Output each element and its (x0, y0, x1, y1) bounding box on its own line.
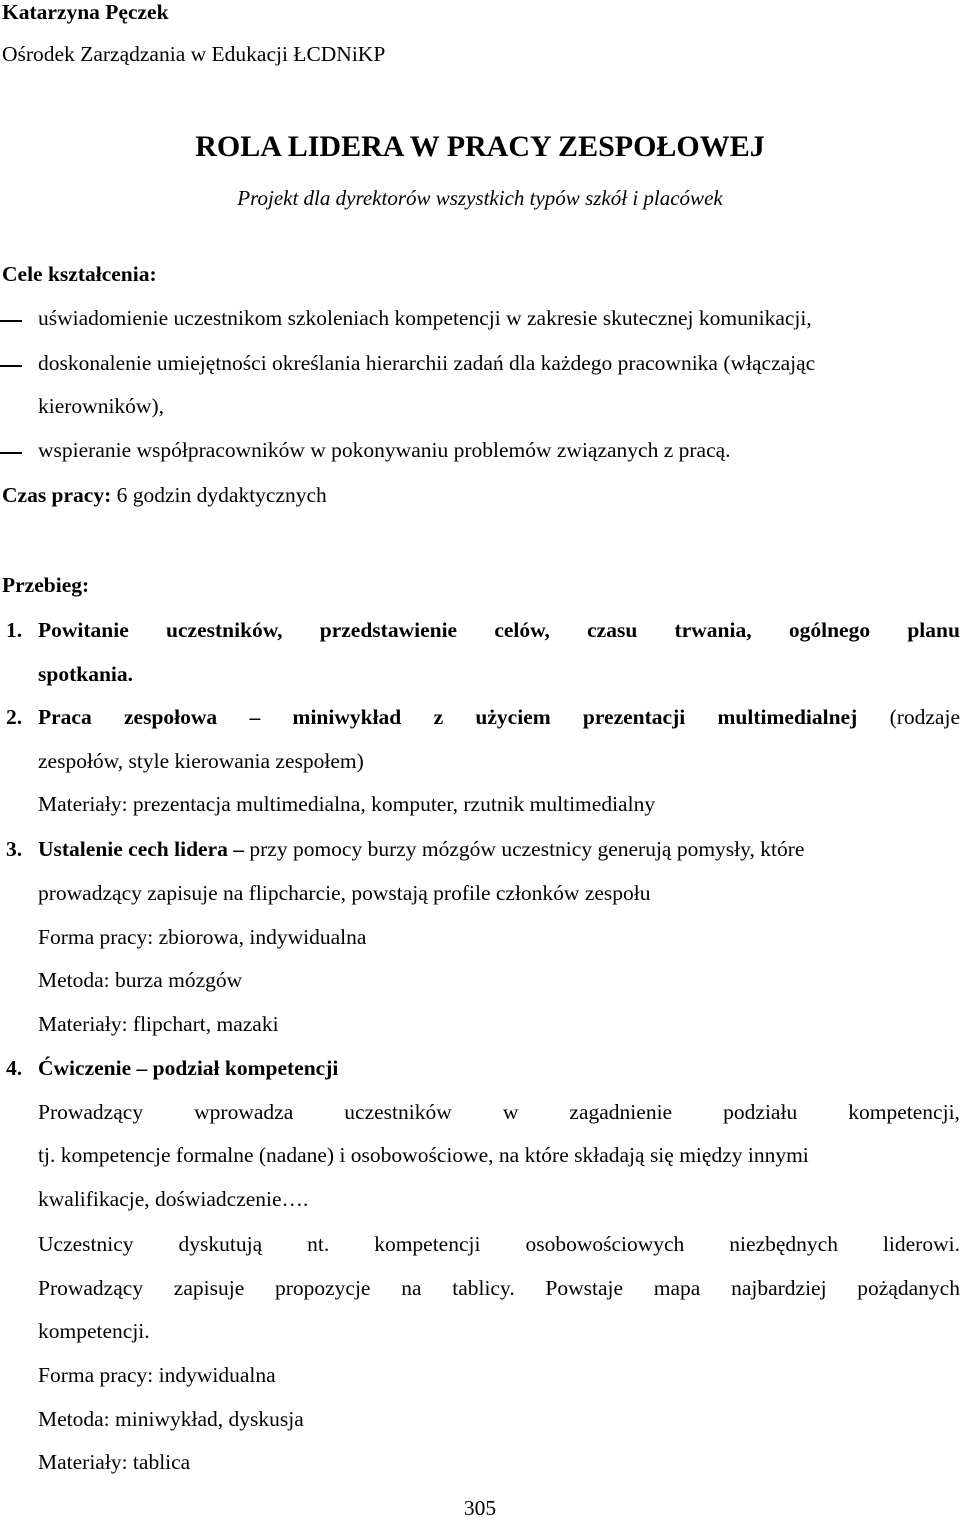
word: uczestników (344, 1100, 452, 1124)
step-number: 4. (6, 1056, 23, 1080)
word: tablicy. (452, 1276, 515, 1300)
word: mapa (653, 1276, 701, 1300)
word: czasu (587, 618, 638, 642)
goals-heading: Cele kształcenia: (2, 262, 157, 286)
word: ogólnego (788, 618, 871, 642)
word: miniwykład (292, 705, 402, 729)
step-1-line-2: spotkania. (38, 662, 133, 686)
dash-bullet (0, 452, 22, 454)
time-label: Czas pracy: (2, 483, 112, 507)
step-3-form: Forma pracy: zbiorowa, indywidualna (38, 925, 367, 949)
word: celów, (494, 618, 550, 642)
step-4-p2-line-2 (38, 1276, 960, 1301)
word: Praca (38, 705, 92, 729)
step-4-p1-line-1 (38, 1100, 960, 1125)
word: Prowadzący (38, 1276, 144, 1300)
word: Powitanie (38, 618, 129, 642)
word: zagadnienie (569, 1100, 673, 1124)
step-1-line-1 (38, 618, 960, 643)
word: prezentacji (582, 705, 686, 729)
word: – (249, 705, 261, 729)
step-4-p1-line-3: kwalifikacje, doświadczenie…. (38, 1187, 309, 1211)
word: Uczestnicy (38, 1232, 134, 1256)
step-4-method: Metoda: miniwykład, dyskusja (38, 1407, 304, 1431)
step-3-materials: Materiały: flipchart, mazaki (38, 1012, 279, 1036)
step-3-line-1 (38, 837, 804, 862)
step-number: 3. (6, 837, 23, 861)
goal-item-continuation: kierowników), (38, 394, 164, 418)
word: uczestników, (166, 618, 283, 642)
word: z (433, 705, 444, 729)
word: kompetencji, (848, 1100, 960, 1124)
step-3-title: Ustalenie cech lidera – (38, 837, 244, 861)
word: trwania, (674, 618, 752, 642)
step-4-materials: Materiały: tablica (38, 1450, 191, 1474)
step-4-p2-line-3: kompetencji. (38, 1319, 150, 1343)
step-3-method: Metoda: burza mózgów (38, 968, 243, 992)
word: na (401, 1276, 422, 1300)
step-3-description: przy pomocy burzy mózgów uczestnicy generują pomysły, które (249, 837, 805, 861)
word: użyciem (475, 705, 551, 729)
page-number: 305 (463, 1496, 497, 1520)
word: Prowadzący (38, 1100, 144, 1124)
step-number: 1. (6, 618, 23, 642)
step-4-p1-line-2: tj. kompetencje formalne (nadane) i osobowościowe, na które składają się między innymi (38, 1143, 809, 1167)
step-4-p2-line-1 (38, 1232, 960, 1257)
word: multimedialnej (717, 705, 858, 729)
word: Powstaje (545, 1276, 624, 1300)
word: przedstawienie (319, 618, 458, 642)
word: niezbędnych (729, 1232, 838, 1256)
step-4-title: Ćwiczenie – podział kompetencji (38, 1056, 339, 1080)
word: wprowadza (194, 1100, 294, 1124)
word: pożądanych (857, 1276, 960, 1300)
author-name: Katarzyna Pęczek (2, 0, 169, 24)
word: osobowościowych (525, 1232, 685, 1256)
step-2-materials: Materiały: prezentacja multimedialna, komputer, rzutnik multimedialny (38, 792, 656, 816)
goal-item: doskonalenie umiejętności określania hierarchii zadań dla każdego pracownika (włączając (38, 351, 816, 375)
word: nt. (307, 1232, 330, 1256)
step-number: 2. (6, 705, 23, 729)
goal-item: wspieranie współpracowników w pokonywaniu problemów związanych z pracą. (38, 438, 731, 462)
step-3-line-2: prowadzący zapisuje na flipcharcie, powstają profile członków zespołu (38, 881, 651, 905)
dash-bullet (0, 365, 22, 367)
word: najbardziej (731, 1276, 827, 1300)
word: w (502, 1100, 519, 1124)
step-4-form: Forma pracy: indywidualna (38, 1363, 276, 1387)
time-value: 6 godzin dydaktycznych (116, 483, 327, 507)
word: dyskutują (178, 1232, 263, 1256)
organization-name: Ośrodek Zarządzania w Edukacji ŁCDNiKP (2, 42, 386, 66)
word: propozycje (274, 1276, 371, 1300)
agenda-heading: Przebieg: (2, 573, 90, 597)
word: (rodzaje (889, 705, 960, 729)
word: podziału (723, 1100, 798, 1124)
word: zapisuje (173, 1276, 245, 1300)
word: zespołowa (124, 705, 218, 729)
goal-item: uświadomienie uczestnikom szkoleniach kompetencji w zakresie skutecznej komunikacji, (38, 306, 812, 330)
word: planu (907, 618, 960, 642)
time-line (2, 483, 327, 508)
page-subtitle: Projekt dla dyrektorów wszystkich typów szkół i placówek (237, 186, 723, 210)
dash-bullet (0, 320, 22, 322)
step-2-line-1 (38, 705, 960, 730)
page-title: ROLA LIDERA W PRACY ZESPOŁOWEJ (195, 130, 765, 163)
word: liderowi. (882, 1232, 960, 1256)
word: kompetencji (374, 1232, 481, 1256)
step-2-line-2: zespołów, style kierowania zespołem) (38, 749, 364, 773)
